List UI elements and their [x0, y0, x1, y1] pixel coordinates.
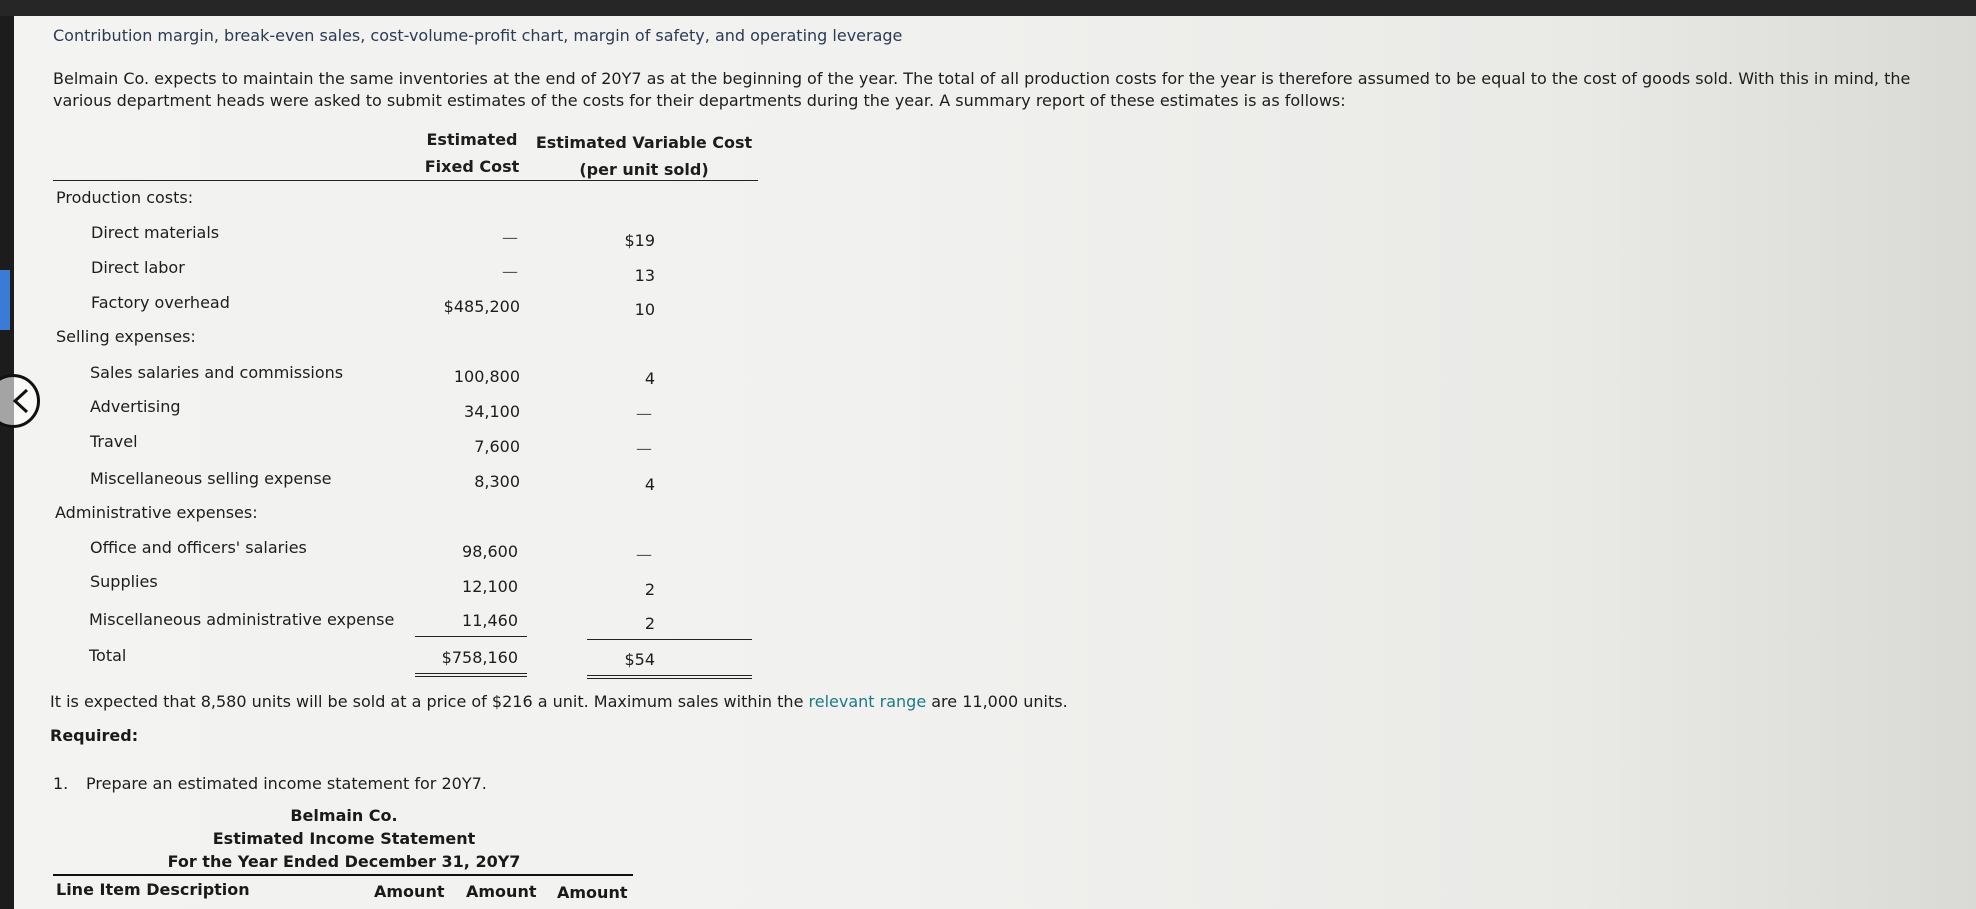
variable-cost-header-line2: (per unit sold): [579, 160, 709, 179]
variable-cost-cell: 4: [644, 369, 655, 388]
expectation-text: [50, 692, 1068, 711]
col-amount-1: Amount: [374, 882, 445, 901]
row-label: Total: [89, 646, 127, 665]
fixed-cost-total: $758,160: [441, 648, 518, 667]
row-label: Miscellaneous selling expense: [90, 469, 332, 488]
problem-heading: Contribution margin, break-even sales, cost-volume-profit chart, margin of safety, and operating leverage: [53, 26, 903, 45]
task-1-number: 1.: [53, 774, 69, 793]
fixed-cost-cell: 12,100: [462, 577, 518, 596]
row-label: Direct materials: [91, 223, 220, 242]
variable-cost-cell: —: [636, 404, 652, 423]
row-label: Supplies: [90, 572, 158, 591]
table-header-rule: [53, 180, 758, 181]
variable-cost-cell: 10: [634, 300, 655, 319]
row-label: Office and officers' salaries: [90, 538, 307, 557]
fixed-cost-cell: 11,460: [462, 611, 518, 630]
variable-cost-cell: 2: [644, 614, 655, 633]
statement-header-rule: [53, 874, 633, 876]
statement-company: Belmain Co.: [290, 806, 398, 825]
col-line-item-description: Line Item Description: [56, 880, 250, 899]
fixed-cost-cell: 34,100: [464, 402, 520, 421]
variable-cost-cell: $19: [624, 231, 655, 250]
fixed-total-double-rule-a: [415, 673, 527, 674]
variable-total-double-rule-b: [587, 678, 752, 679]
row-label: Sales salaries and commissions: [90, 363, 344, 382]
fixed-total-rule: [415, 636, 527, 637]
row-label: Factory overhead: [91, 293, 230, 312]
fixed-cost-cell: 8,300: [474, 472, 520, 491]
statement-period: For the Year Ended December 31, 20Y7: [167, 852, 521, 871]
variable-cost-cell: —: [636, 545, 652, 564]
statement-title: Estimated Income Statement: [212, 829, 476, 848]
section-selling: Selling expenses:: [56, 327, 196, 346]
variable-cost-cell: 2: [644, 580, 655, 599]
row-label: Travel: [90, 432, 138, 451]
variable-total-rule: [587, 639, 752, 640]
variable-total-double-rule-a: [587, 675, 752, 676]
col-amount-2: Amount: [466, 882, 537, 901]
row-label: Direct labor: [91, 258, 185, 277]
task-1-text: Prepare an estimated income statement for 20Y7.: [86, 774, 487, 793]
expectation-part2: are 11,000 units.: [926, 692, 1068, 711]
fixed-cost-cell: 7,600: [474, 437, 520, 456]
expectation-part1: It is expected that 8,580 units will be sold at a price of $216 a unit. Maximum sales within the: [50, 692, 809, 711]
fixed-total-double-rule-b: [415, 676, 527, 677]
fixed-cost-cell: —: [502, 262, 518, 281]
fixed-cost-header-line2: Fixed Cost: [424, 157, 520, 176]
fixed-cost-cell: 100,800: [453, 367, 520, 386]
variable-cost-total: $54: [624, 650, 655, 669]
section-admin: Administrative expenses:: [55, 503, 258, 522]
row-label: Miscellaneous administrative expense: [89, 610, 395, 629]
fixed-cost-cell: 98,600: [462, 542, 518, 561]
col-amount-3: Amount: [557, 883, 628, 902]
section-production: Production costs:: [56, 188, 194, 207]
variable-cost-cell: 13: [634, 266, 655, 285]
variable-cost-cell: —: [636, 439, 652, 458]
problem-intro: Belmain Co. expects to maintain the same inventories at the end of 20Y7 as at the beginning of the year. The total of all production costs for the year is therefore assumed to be equal to the cost of goods sold. With this in mind, the various department heads were asked to submit estimates of the costs for their departments during the year. A summary report of these estimates is as follows:: [53, 69, 1911, 110]
fixed-cost-cell: $485,200: [443, 297, 520, 316]
row-label: Advertising: [90, 397, 181, 416]
variable-cost-header-line1: Estimated Variable Cost: [535, 133, 753, 152]
fixed-cost-cell: —: [502, 228, 518, 247]
fixed-cost-header-line1: Estimated: [426, 130, 518, 149]
relevant-range-link[interactable]: relevant range: [808, 692, 927, 711]
required-heading: Required:: [50, 726, 139, 745]
variable-cost-cell: 4: [644, 475, 655, 494]
